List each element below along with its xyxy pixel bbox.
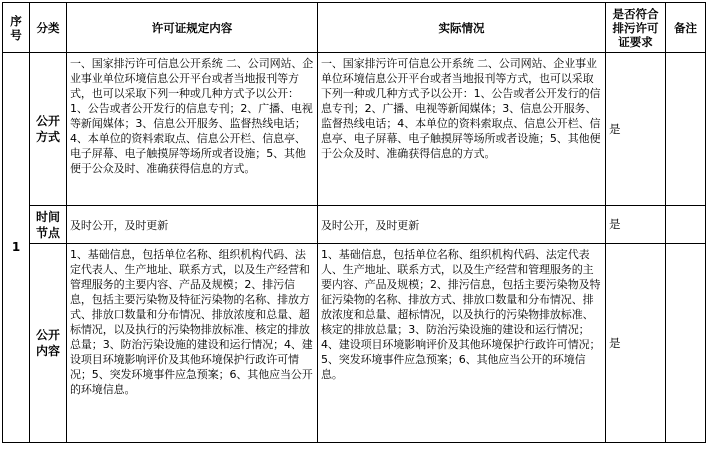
header-seq: 序号 [3, 3, 30, 53]
actual-cell: 及时公开，及时更新 [318, 206, 606, 244]
header-category: 分类 [30, 3, 67, 53]
compliant-cell: 是 [606, 244, 666, 443]
header-remark: 备注 [666, 3, 706, 53]
actual-cell: 一、国家排污许可信息公开系统 二、公司网站、企业事业单位环境信息公开平台或者当地报刊等方式，也可以采取下列一种或几种方式予以公开：1、公告或者公开发行的信息专刊；2、广播、电视等新闻媒体；3、信息公开服务、监督热线电话；4、本单位的资料索取点、信息公开栏、信息亭、电子屏幕、电子触摸屏等场所或者设施；5、其他便于公众及时、准确获得信息的方式。 [318, 53, 606, 206]
remark-cell [666, 206, 706, 244]
remark-cell [666, 53, 706, 206]
category-cell: 公开方式 [30, 53, 67, 206]
table-row [3, 244, 706, 443]
remark-cell [666, 244, 706, 443]
actual-cell: 1、基础信息，包括单位名称、组织机构代码、法定代表人、生产地址、联系方式，以及生产经营和管理服务的主要内容、产品及规模；2、排污信息，包括主要污染物及特征污染物的名称、排放方式、排放口数量和分布情况、排放浓度和总量、超标情况，以及执行的污染物排放标准、核定的排放总量；3、防治污染设施的建设和运行情况；4、建设项目环境影响评价及其他环境保护行政许可情况；5、突发环境事件应急预案；6、其他应当公开的环境信息。 [318, 244, 606, 443]
permit-content-cell: 及时公开，及时更新 [67, 206, 318, 244]
compliant-cell: 是 [606, 53, 666, 206]
permit-content-cell: 1、基础信息，包括单位名称、组织机构代码、法定代表人、生产地址、联系方式，以及生产经营和管理服务的主要内容、产品及规模；2、排污信息，包括主要污染物及特征污染物的名称、排放方式、排放口数量和分布情况、排放浓度和总量、超标情况，以及执行的污染物排放标准、核定的排放总量；3、防治污染设施的建设和运行情况；4、建设项目环境影响评价及其他环境保护行政许可情况；5、突发环境事件应急预案；6、其他应当公开的环境信息。 [67, 244, 318, 443]
header-permit-content: 许可证规定内容 [67, 3, 318, 53]
category-cell: 公开内容 [30, 244, 67, 443]
seq-cell: 1 [3, 53, 30, 443]
header-row [3, 3, 706, 53]
header-actual: 实际情况 [318, 3, 606, 53]
permit-compliance-table [2, 2, 706, 443]
category-cell: 时间节点 [30, 206, 67, 244]
permit-content-cell: 一、国家排污许可信息公开系统 二、公司网站、企业事业单位环境信息公开平台或者当地报刊等方式，也可以采取下列一种或几种方式予以公开：1、公告或者公开发行的信息专刊；2、广播、电视等新闻媒体；3、信息公开服务、监督热线电话；4、本单位的资料索取点、信息公开栏、信息亭、电子屏幕、电子触摸屏等场所或者设施；5、其他便于公众及时、准确获得信息的方式。 [67, 53, 318, 206]
header-compliant: 是否符合排污许可证要求 [606, 3, 666, 53]
compliant-cell: 是 [606, 206, 666, 244]
table-row [3, 206, 706, 244]
table-row [3, 53, 706, 206]
